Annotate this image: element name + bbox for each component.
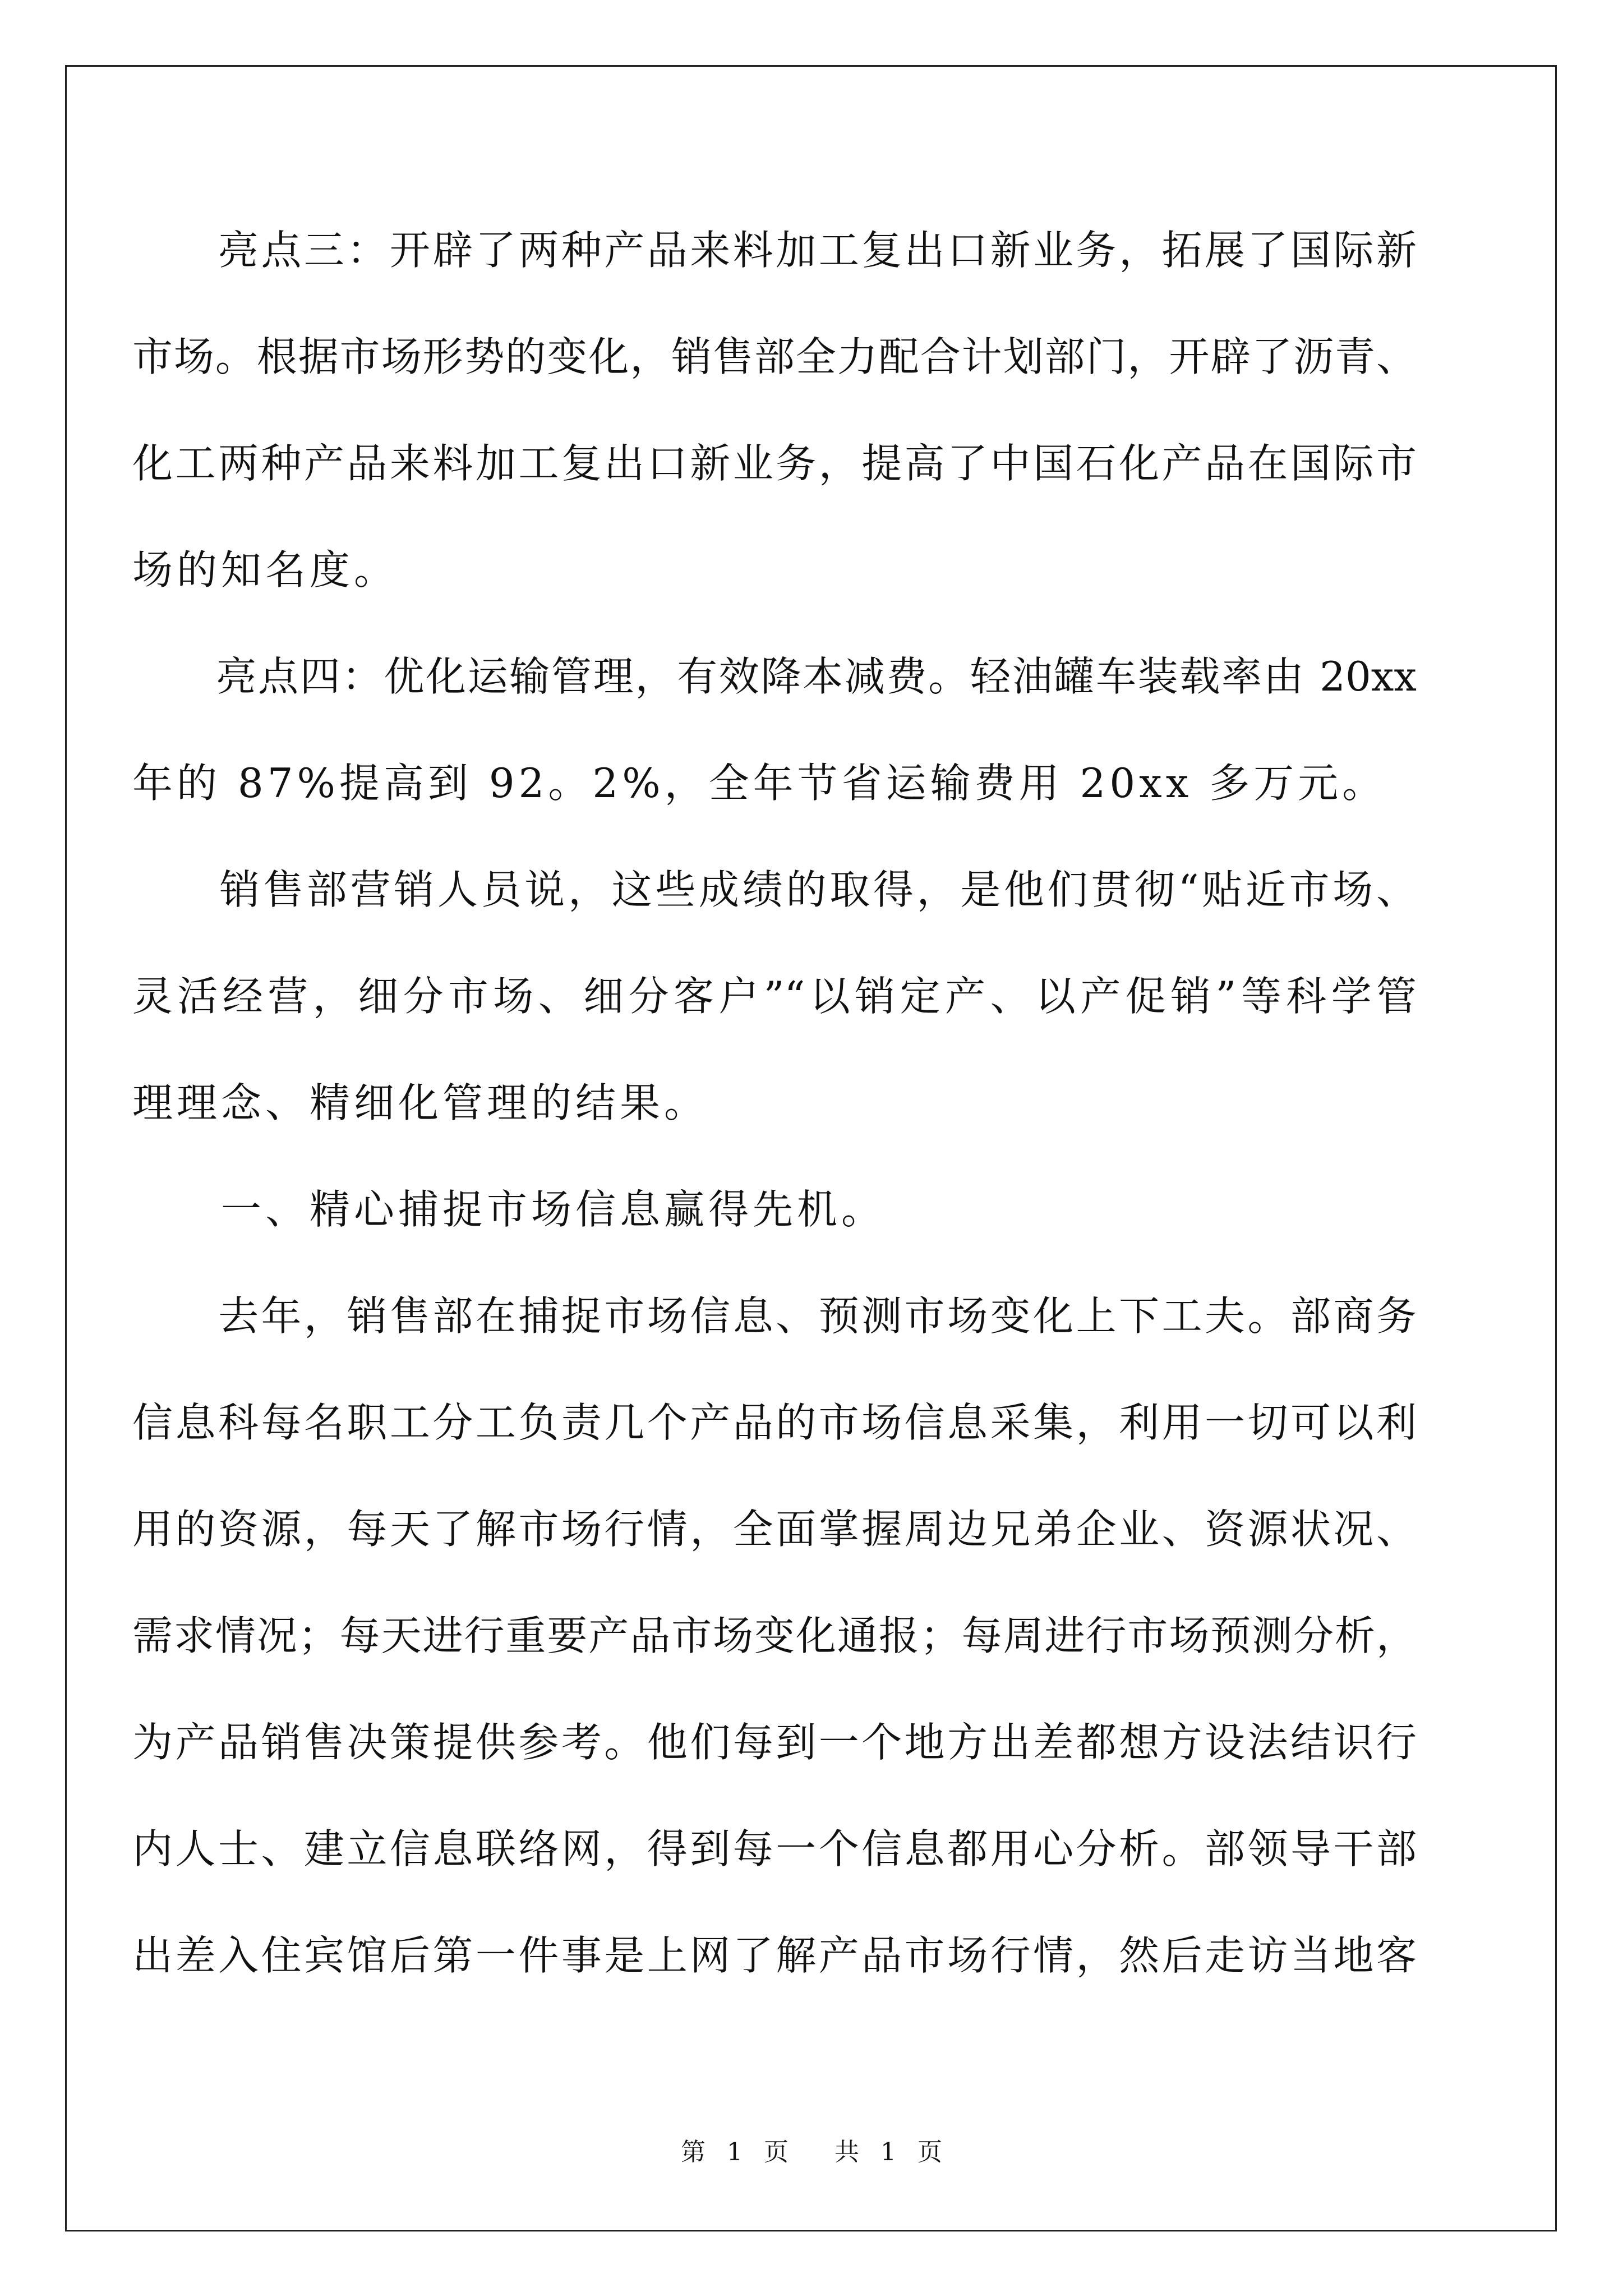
- text-line: 市场。根据市场形势的变化，销售部全力配合计划部门，开辟了沥青、: [132, 333, 1417, 380]
- text-line: 灵活经营，细分市场、细分客户”“以销定产、以产促销”等科学管: [132, 973, 1417, 1020]
- text-line: 为产品销售决策提供参考。他们每到一个地方出差都想方设法结识行: [132, 1719, 1417, 1766]
- text-line: 销售部营销人员说，这些成绩的取得，是他们贯彻“贴近市场、: [132, 866, 1417, 913]
- page-border: [65, 65, 1557, 2231]
- text-line: 需求情况；每天进行重要产品市场变化通报；每周进行市场预测分析，: [132, 1612, 1417, 1659]
- text-line: 年的 87%提高到 92。2%，全年节省运输费用 20xx 多万元。: [132, 760, 1387, 807]
- text-line: 出差入住宾馆后第一件事是上网了解产品市场行情，然后走访当地客: [132, 1932, 1417, 1979]
- section-heading: 一、精心捕捉市场信息赢得先机。: [132, 1186, 886, 1233]
- text-line: 理理念、精细化管理的结果。: [132, 1079, 709, 1126]
- text-line: 内人士、建立信息联络网，得到每一个信息都用心分析。部领导干部: [132, 1825, 1417, 1872]
- text-line: 用的资源，每天了解市场行情，全面掌握周边兄弟企业、资源状况、: [132, 1506, 1417, 1553]
- text-line: 信息科每名职工分工负责几个产品的市场信息采集，利用一切可以利: [132, 1399, 1417, 1446]
- text-line: 亮点四：优化运输管理，有效降本减费。轻油罐车装载率由 20xx: [132, 653, 1417, 700]
- text-line: 去年，销售部在捕捉市场信息、预测市场变化上下工夫。部商务: [132, 1292, 1417, 1340]
- text-line: 化工两种产品来料加工复出口新业务，提高了中国石化产品在国际市: [132, 440, 1417, 487]
- text-line: 亮点三：开辟了两种产品来料加工复出口新业务，拓展了国际新: [132, 227, 1417, 274]
- page-number-footer: 第 1 页 共 1 页: [681, 2138, 942, 2166]
- text-line: 场的知名度。: [132, 546, 399, 593]
